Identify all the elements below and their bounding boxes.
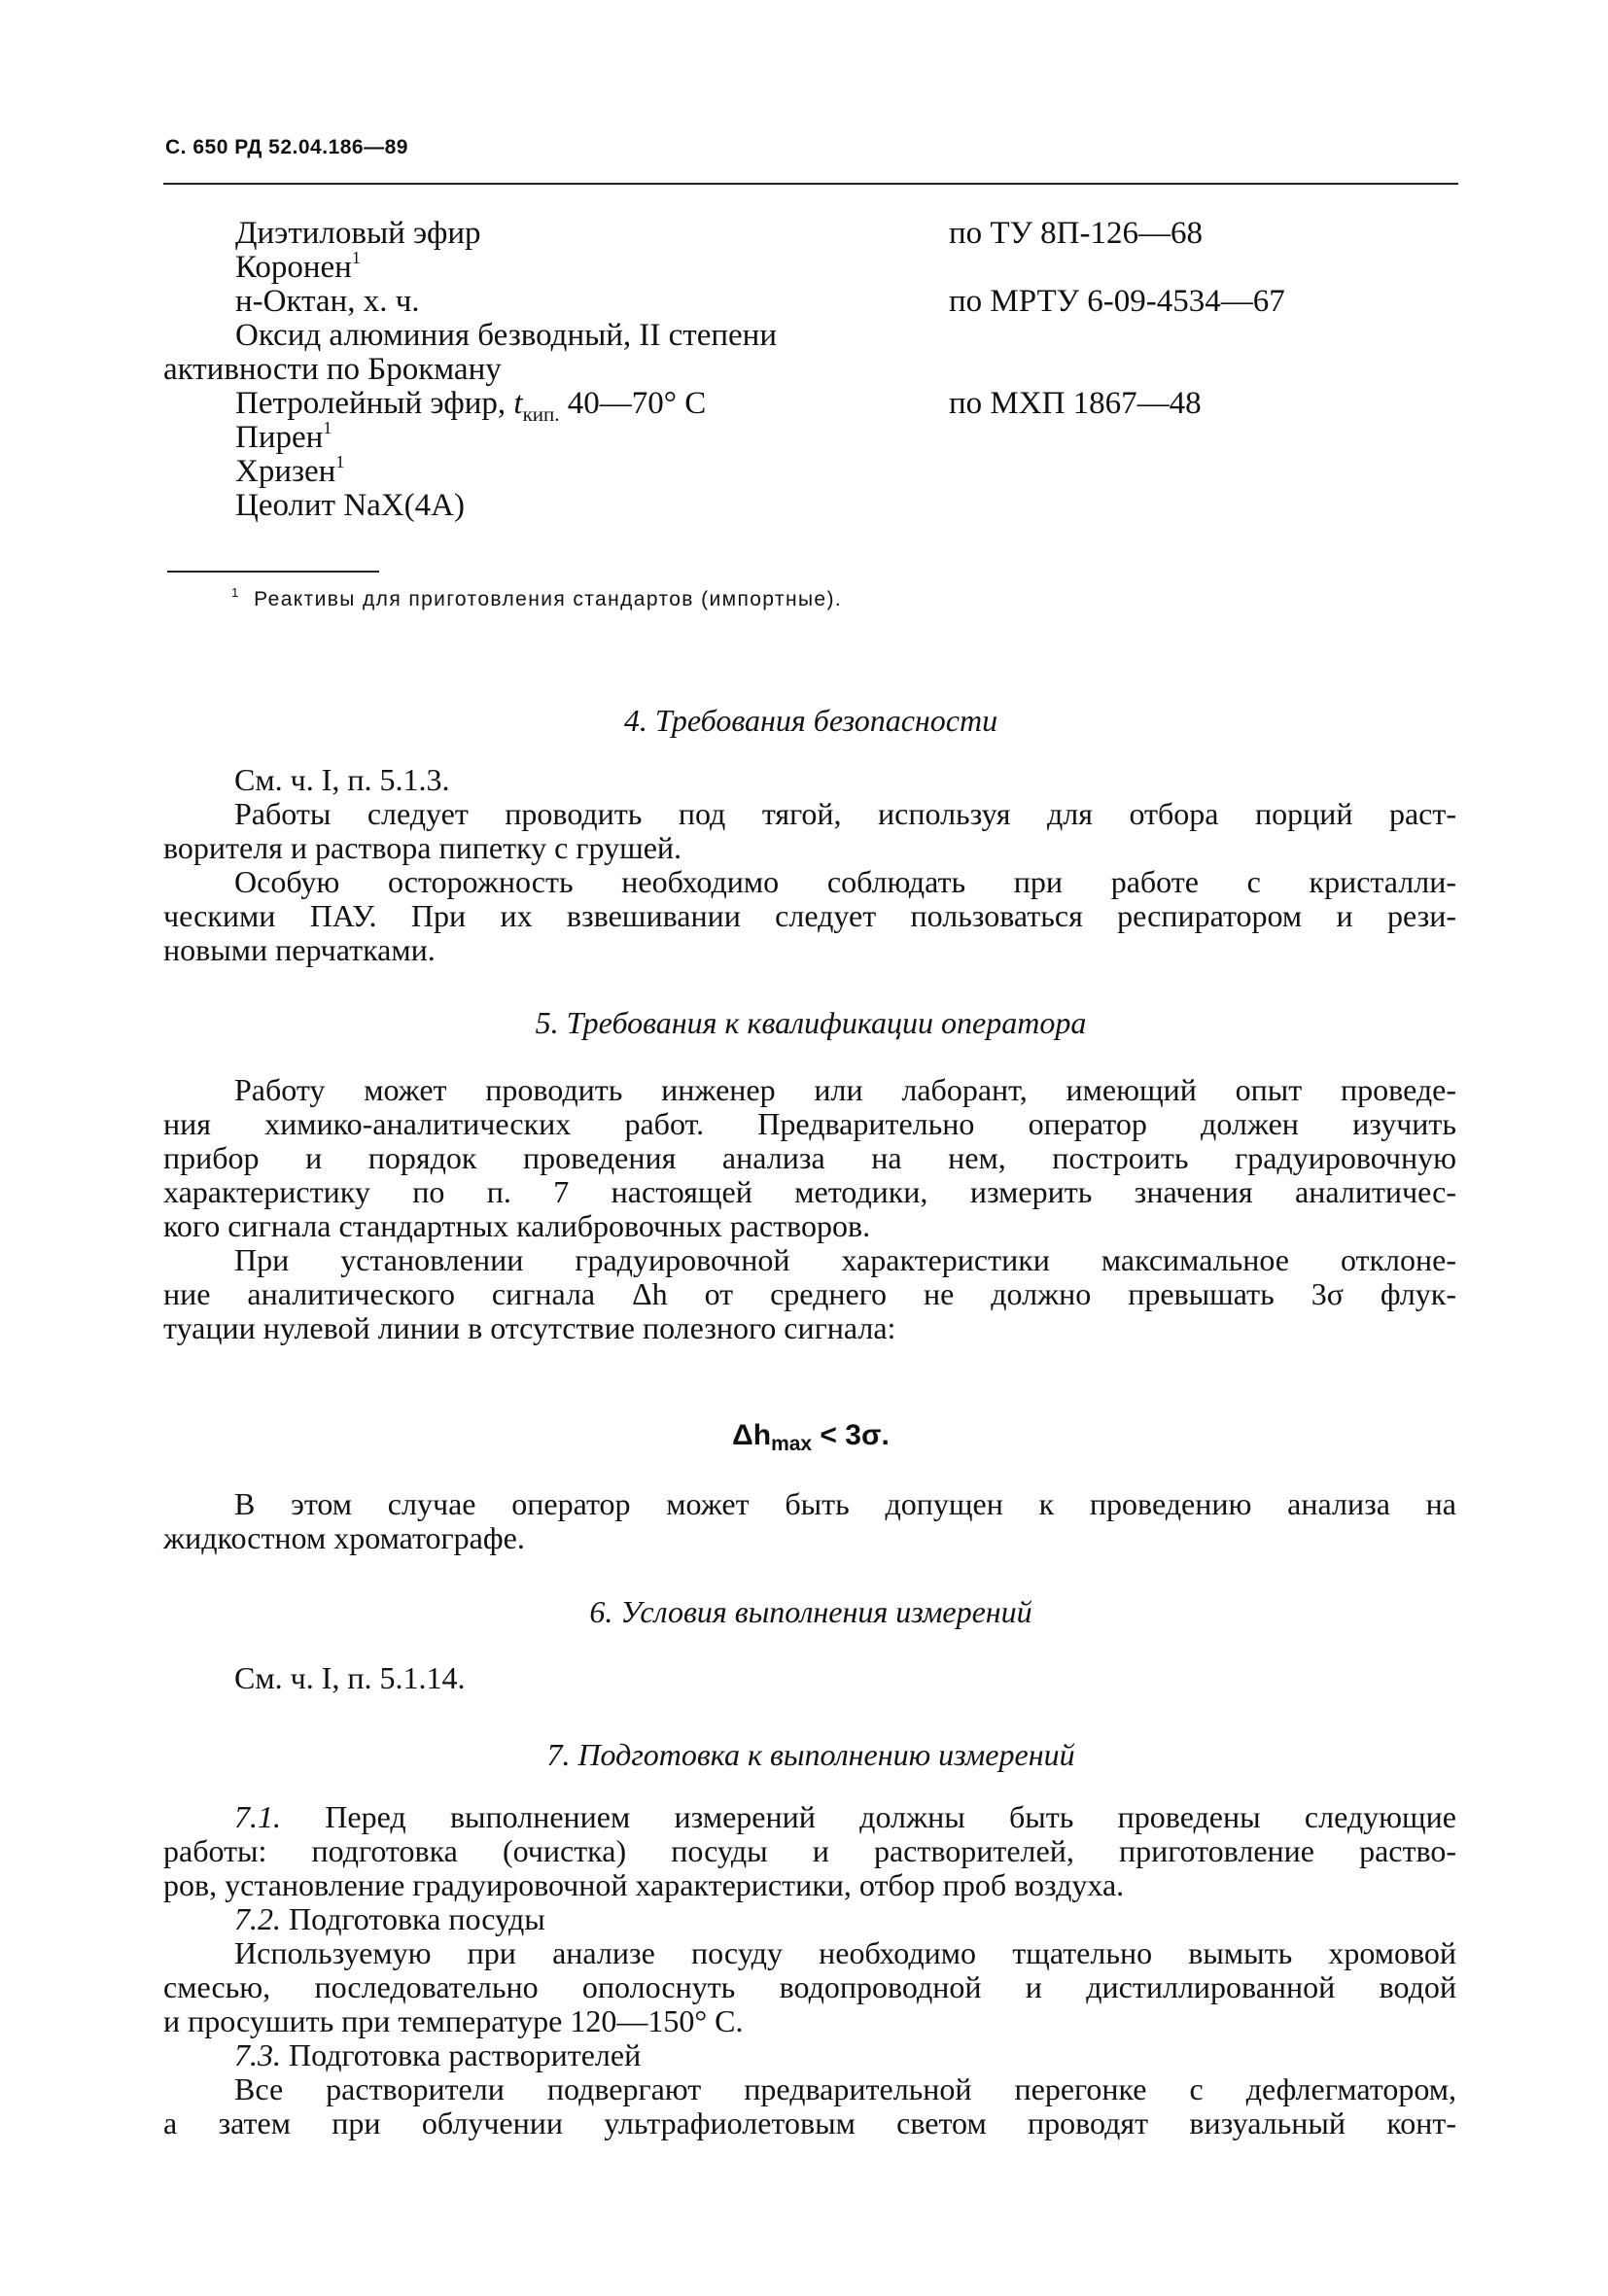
- section-heading: 7. Подготовка к выполнению измерений: [546, 1737, 1075, 1772]
- reagent-name: Петролейный эфир, $t_{кип.}$ 40—70° C: [235, 386, 707, 426]
- reagent-row: [163, 217, 1456, 251]
- reagent-row: [163, 285, 1456, 319]
- footnote-mark: 1: [335, 452, 345, 471]
- paragraph: В этом случае оператор может быть допущен к проведению анализа на жидкостном хроматографе.: [163, 1486, 1456, 1555]
- reagent-spec: по МРТУ 6-09-4534—67: [949, 284, 1285, 319]
- reagent-name: Коронен$^1$: [235, 248, 361, 285]
- reagent-row: [163, 386, 1456, 426]
- reagent-name: Хризен$^1$: [235, 452, 345, 489]
- section-heading: 6. Условия выполнения измерений: [589, 1594, 1032, 1629]
- footnote-mark: 1: [351, 248, 361, 267]
- reagent-row: [163, 452, 1456, 489]
- reagent-name-continuation: активности по Брокману: [163, 352, 502, 387]
- footnote: $^1$ Реактивы для приготовления стандартов (импортные).: [231, 585, 843, 610]
- header-rule: [163, 183, 1458, 185]
- reagent-row: [163, 353, 1456, 387]
- section-heading: 4. Требования безопасности: [623, 703, 998, 738]
- reagent-list: [163, 217, 1456, 523]
- reagent-spec: по МХП 1867—48: [949, 386, 1202, 421]
- reagent-name: н-Октан, х. ч.: [235, 284, 420, 319]
- reagent-row: [163, 248, 1456, 285]
- paragraph: См. ч. I, п. 5.1.3. Работы следует проводить под тягой, используя для отбора порций раст- ворителя и раствора пипетку с грушей. Особую осторожность необходимо соблюдать при работе с кристалли- ческими ПАУ. При их взвешивании следует пользоваться респиратором и рези- новыми перчатками.: [163, 762, 1456, 967]
- reagent-name: Оксид алюминия безводный, II степени: [235, 318, 778, 353]
- reagent-name: Цеолит NaX(4A): [235, 488, 465, 523]
- formula: $\Delta h_{max} < 3\sigma$.: [732, 1419, 890, 1455]
- reagent-row: [163, 319, 1456, 353]
- section-heading: 5. Требования к квалификации оператора: [535, 1005, 1087, 1040]
- paragraph: Работу может проводить инженер или лаборант, имеющий опыт проведе- ния химико-аналитических работ. Предварительно оператор должен изучить прибор и порядок проведения анализа на нем, построить градуировочную характеристику по п. 7 настоящей методики, измерить значения аналитичес- кого сигнала стандартных калибровочных растворов. При установлении градуировочной характеристики максимальное отклоне- ние аналитического сигнала Δh от среднего не должно превышать 3σ флук- туации нулевой линии в отсутствие полезного сигнала:: [163, 1072, 1456, 1345]
- reagent-row: [163, 489, 1456, 523]
- paragraph: 7.1. Перед выполнением измерений должны быть проведены следующие работы: подготовка (очистка) посуды и растворителей, приготовление раство- ров, установление градуировочной характеристики, отбор проб воздуха. 7.2. Подготовка посуды Используемую при анализе посуду необходимо тщательно вымыть хромовой смесью, последовательно ополоснуть водопроводной и дистиллированной водой и просушить при температуре 120—150° C. 7.3. Подготовка растворителей Все растворители подвергают предварительной перегонке с дефлегматором, а затем при облучении ультрафиолетовым светом проводят визуальный конт-: [163, 1799, 1456, 2140]
- reagent-spec: по ТУ 8П-126—68: [949, 216, 1204, 251]
- reagent-name: Диэтиловый эфир: [235, 216, 481, 251]
- footnote-rule: [167, 571, 379, 573]
- reagent-name: Пирен$^1$: [235, 418, 332, 455]
- page-header: С. 650 РД 52.04.186—89: [165, 136, 408, 158]
- footnote-mark: 1: [323, 418, 332, 437]
- paragraph: См. ч. I, п. 5.1.14.: [234, 1660, 466, 1695]
- reagent-row: [163, 418, 1456, 455]
